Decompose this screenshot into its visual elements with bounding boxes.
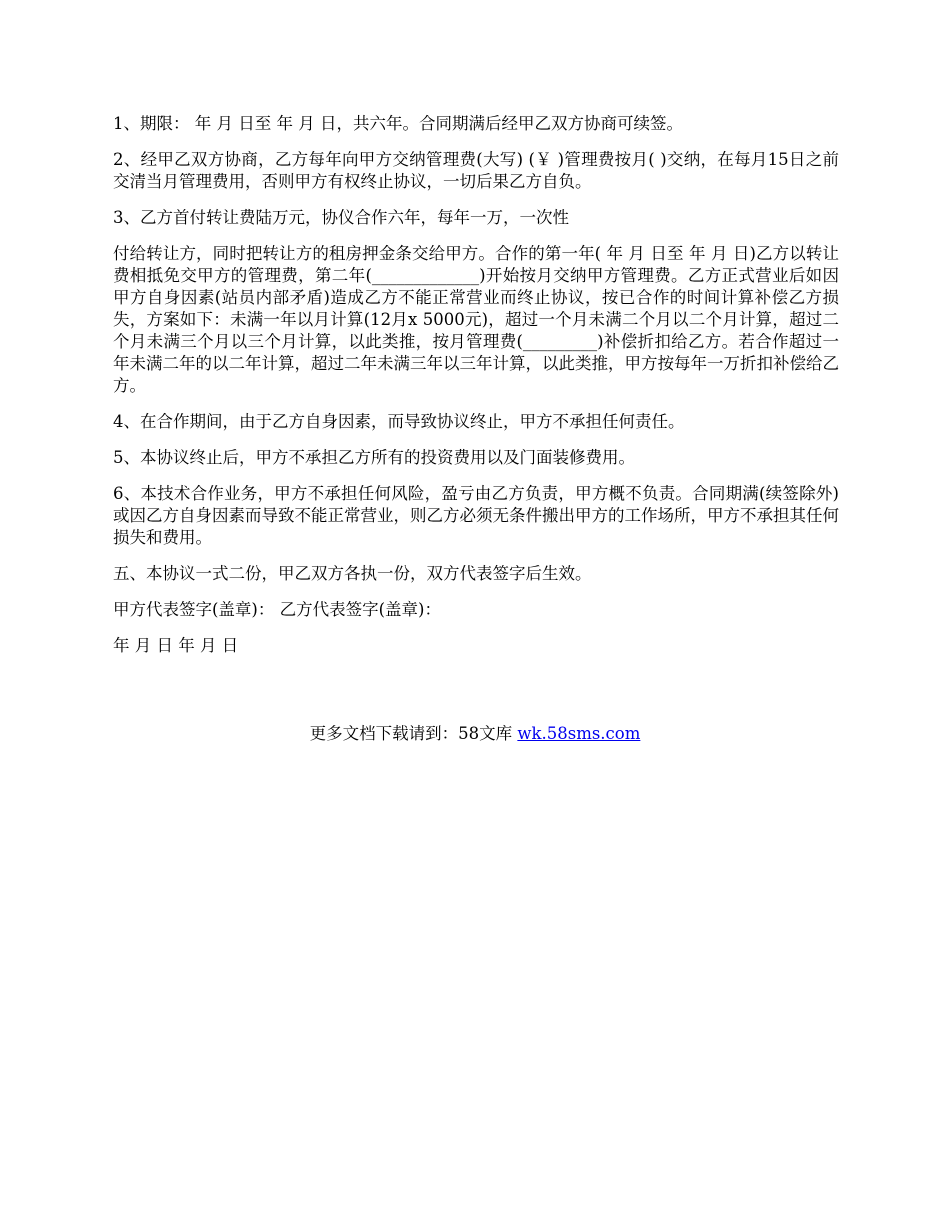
footer-link[interactable]: wk.58sms.com bbox=[517, 724, 641, 743]
clause-6-risk: 6、本技术合作业务，甲方不承担任何风险，盈亏由乙方负责，甲方概不负责。合同期满(续签除外)或因乙方自身因素而导致不能正常营业，则乙方必须无条件搬出甲方的工作场所，甲方不承担其任何损失和费用。 bbox=[113, 484, 839, 547]
document-body bbox=[113, 113, 839, 671]
clause-3-continued: 付给转让方，同时把转让方的租房押金条交给甲方。合作的第一年( 年 月 日至 年 月 日)乙方以转让费相抵免交甲方的管理费，第二年(_____________)开始按月交纳甲方管理费。乙方正式营业后如因甲方自身因素(站员内部矛盾)造成乙方不能正常营业而终止协议，按已合作的时间计算补偿乙方损失，方案如下：未满一年以月计算(12月x 5000元)，超过一个月未满二个月以二个月计算，超过二个月未满三个月以三个月计算，以此类推，按月管理费(_________)补偿折扣给乙方。若合作超过一年未满二年的以二年计算，超过二年未满三年以三年计算，以此类推，甲方按每年一万折扣补偿给乙方。 bbox=[113, 244, 839, 395]
clause-copies: 五、本协议一式二份，甲乙双方各执一份，双方代表签字后生效。 bbox=[113, 564, 592, 583]
clause-2-management-fee: 2、经甲乙双方协商，乙方每年向甲方交纳管理费(大写) (￥ )管理费按月( )交纳，在每月15日之前交清当月管理费用，否则甲方有权终止协议，一切后果乙方自负。 bbox=[113, 150, 839, 191]
clause-1-term: 1、期限： 年 月 日至 年 月 日，共六年。合同期满后经甲乙双方协商可续签。 bbox=[113, 114, 683, 133]
clause-4-termination: 4、在合作期间，由于乙方自身因素，而导致协议终止，甲方不承担任何责任。 bbox=[113, 412, 685, 431]
footer-prefix: 更多文档下载请到：58文库 bbox=[309, 724, 518, 743]
clause-5-investment: 5、本协议终止后，甲方不承担乙方所有的投资费用以及门面装修费用。 bbox=[113, 448, 635, 467]
date-line: 年 月 日 年 月 日 bbox=[113, 636, 239, 655]
signature-line: 甲方代表签字(盖章)： 乙方代表签字(盖章)： bbox=[113, 600, 441, 619]
clause-3-transfer-fee: 3、乙方首付转让费陆万元，协仪合作六年，每年一万，一次性 bbox=[113, 208, 569, 227]
download-footer bbox=[0, 723, 950, 745]
